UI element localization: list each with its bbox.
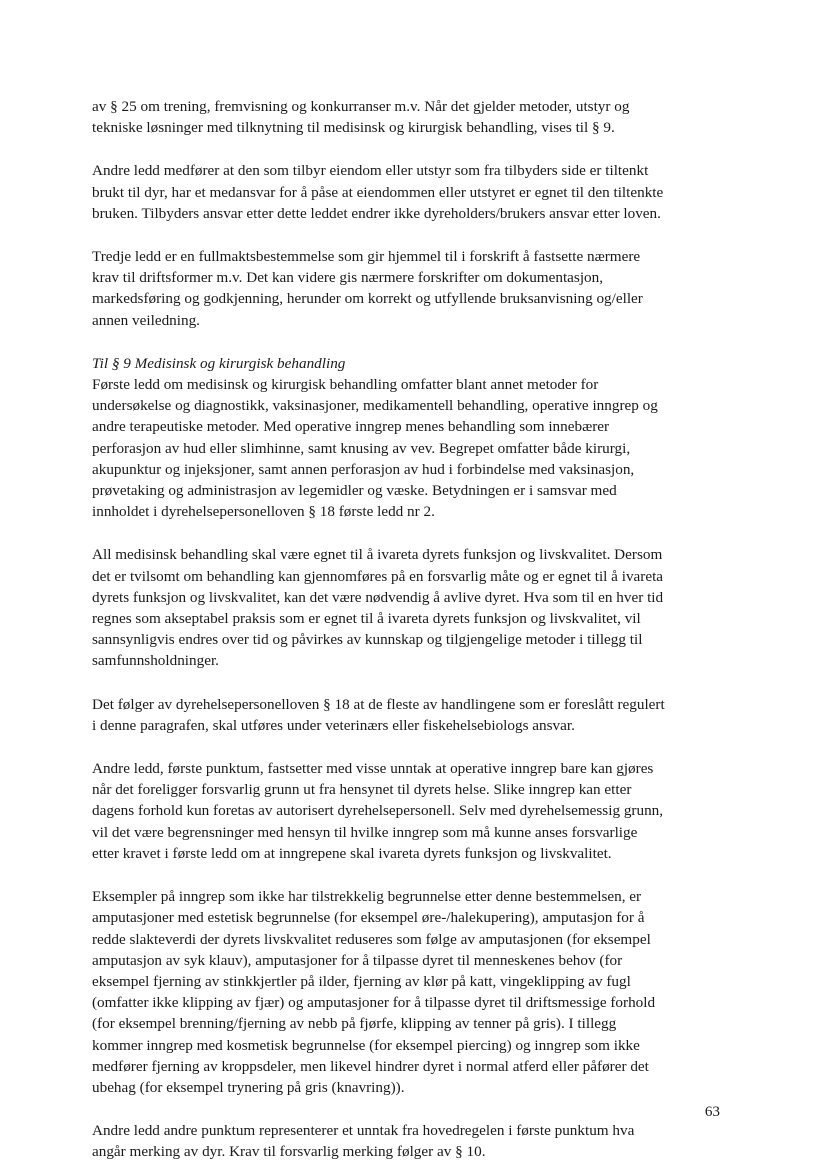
text-line: redde slakteverdi der dyrets livskvalitet reduseres som følge av amputasjonen (for eksempel [92, 930, 651, 948]
paragraph [92, 694, 728, 736]
text-line: vil det være begrensninger med hensyn til hvilke inngrep som må kunne anses forsvarlige [92, 823, 638, 841]
text-line: regnes som akseptabel praksis som er egnet til å ivareta dyrets funksjon og livskvalitet, vil [92, 610, 641, 628]
text-line: eksempel fjerning av stinkkjertler på ilder, fjerning av klør på katt, vingeklipping av fugl [92, 972, 631, 990]
paragraph [92, 96, 728, 138]
text-line: bruken. Tilbyders ansvar etter dette leddet endrer ikke dyreholders/brukers ansvar etter loven. [92, 204, 661, 222]
text-line: ubehag (for eksempel trynering på gris (knavring)). [92, 1078, 405, 1096]
text-line: perforasjon av hud eller slimhinne, samt knusing av vev. Begrepet omfatter både kirurgi, [92, 439, 631, 457]
paragraph [92, 758, 728, 864]
text-line: medfører fjerning av kroppsdeler, men likevel hindrer dyret i normal atferd eller påfører det [92, 1057, 649, 1075]
text-line: akupunktur og injeksjoner, samt annen perforasjon av hud i forbindelse med vaksinasjon, [92, 460, 635, 478]
text-line: samfunnsholdninger. [92, 652, 219, 670]
text-line: andre terapeutiske metoder. Med operative inngrep menes behandling som innebærer [92, 418, 610, 436]
text-line: Første ledd om medisinsk og kirurgisk behandling omfatter blant annet metoder for [92, 376, 599, 394]
text-line: sannsynligvis endres over tid og påvirkes av kunnskap og tilgjengelige metoder i tillegg til [92, 631, 643, 649]
text-line: i denne paragrafen, skal utføres under veterinærs eller fiskehelsebiologs ansvar. [92, 716, 575, 734]
text-line: All medisinsk behandling skal være egnet til å ivareta dyrets funksjon og livskvalitet. Dersom [92, 546, 663, 564]
text-line: Eksempler på inngrep som ikke har tilstrekkelig begrunnelse etter denne bestemmelsen, er [92, 888, 642, 906]
text-line: brukt til dyr, har et medansvar for å påse at eiendommen eller utstyret er egnet til den tiltenkte [92, 183, 664, 201]
text-line: krav til driftsformer m.v. Det kan videre gis nærmere forskrifter om dokumentasjon, [92, 269, 604, 287]
text-line: når det foreligger forsvarlig grunn ut fra hensynet til dyrets helse. Slike inngrep kan etter [92, 781, 632, 799]
text-line: innholdet i dyrehelsepersonelloven § 18 første ledd nr 2. [92, 503, 435, 521]
text-line: av § 25 om trening, fremvisning og konkurranser m.v. Når det gjelder metoder, utstyr og [92, 98, 630, 115]
paragraph [92, 246, 728, 331]
paragraph [92, 353, 728, 523]
text-line: amputasjon av syk klauv), amputasjoner for å tilpasse dyret til menneskenes behov (for [92, 951, 623, 969]
text-line: Andre ledd andre punktum representerer et unntak fra hovedregelen i første punktum hva [92, 1122, 635, 1140]
paragraph [92, 886, 728, 1098]
text-line: dyrets funksjon og livskvalitet, kan det være nødvendig å avlive dyret. Hva som til en hver tid [92, 588, 664, 606]
text-line: markedsføring og godkjenning, herunder om korrekt og utfyllende bruksanvisning og/eller [92, 290, 643, 308]
text-line: det er tvilsomt om behandling kan gjennomføres på en forsvarlig måte og er egnet til å ivareta [92, 567, 664, 585]
page-number: 63 [704, 1103, 720, 1120]
text-line: etter kravet i første ledd om at inngrepene skal ivareta dyrets funksjon og livskvalitet. [92, 844, 612, 862]
section-heading: Til § 9 Medisinsk og kirurgisk behandling [92, 354, 346, 372]
text-line: annen veiledning. [92, 311, 200, 329]
text-line: prøvetaking og administrasjon av legemidler og væske. Betydningen er i samsvar med [92, 482, 617, 500]
text-line: amputasjoner med estetisk begrunnelse (for eksempel øre-/halekupering), amputasjon for å [92, 909, 645, 927]
text-line: (for eksempel brenning/fjerning av nebb på fjørfe, klipping av tenner på gris). I tillegg [92, 1015, 617, 1033]
text-line: Tredje ledd er en fullmaktsbestemmelse som gir hjemmel til i forskrift å fastsette nærmere [92, 248, 641, 266]
text-line: tekniske løsninger med tilknytning til medisinsk og kirurgisk behandling, vises til § 9. [92, 119, 615, 137]
text-line: kommer inngrep med kosmetisk begrunnelse (for eksempel piercing) og inngrep som ikke [92, 1036, 640, 1054]
text-line: (omfatter ikke klipping av fjær) og amputasjoner for å tilpasse dyret til driftsmessige forhold [92, 994, 656, 1012]
text-line: Det følger av dyrehelsepersonelloven § 18 at de fleste av handlingene som er foreslått regulert [92, 695, 665, 713]
paragraph [92, 1120, 728, 1162]
text-line: dagens forhold kun foretas av autorisert dyrehelsepersonell. Selv med dyrehelsemessig grunn, [92, 802, 664, 820]
text-line: undersøkelse og diagnostikk, vaksinasjoner, medikamentell behandling, operative inngrep og [92, 397, 658, 415]
text-line: angår merking av dyr. Krav til forsvarlig merking følger av § 10. [92, 1143, 486, 1161]
text-line: Andre ledd, første punktum, fastsetter med visse unntak at operative inngrep bare kan gjøres [92, 760, 654, 778]
text-line: Andre ledd medfører at den som tilbyr eiendom eller utstyr som fra tilbyders side er tiltenkt [92, 162, 649, 180]
paragraph [92, 160, 728, 224]
paragraph [92, 544, 728, 671]
document-body [92, 96, 728, 1163]
